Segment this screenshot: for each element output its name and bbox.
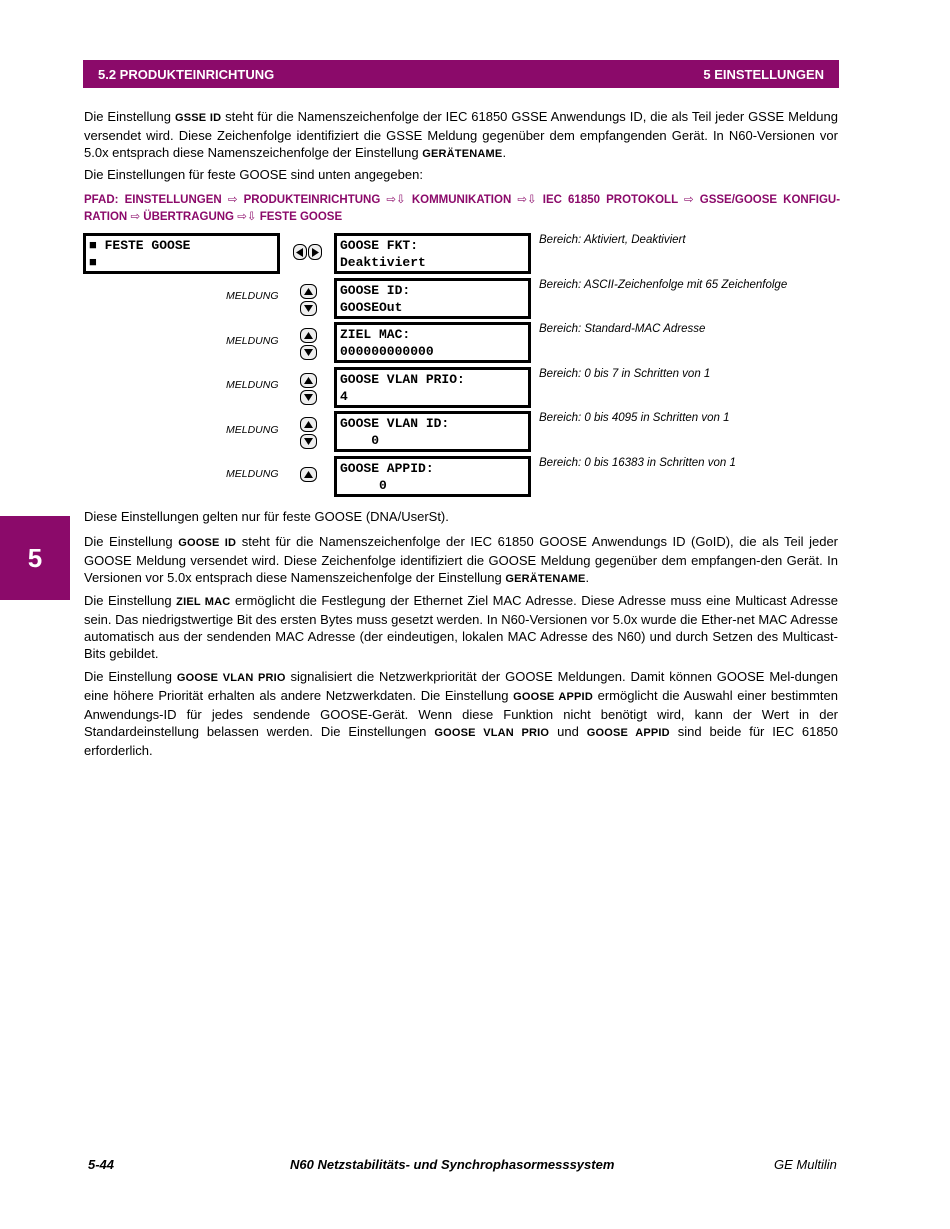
setting-range: Bereich: Aktiviert, Deaktiviert bbox=[539, 234, 686, 246]
path-segment: IEC 61850 PROTOKOLL bbox=[542, 194, 678, 206]
message-label: MELDUNG bbox=[226, 468, 279, 480]
up-key-icon bbox=[300, 373, 317, 388]
setting-value: 4 bbox=[340, 389, 348, 404]
paragraph-fixed-goose-note: Diese Einstellungen gelten nur für feste GOOSE (DNA/UserSt). bbox=[84, 509, 449, 524]
path-segment: GSSE/GOOSE KONFIGU-RATION bbox=[84, 194, 841, 223]
message-label: MELDUNG bbox=[226, 290, 279, 302]
setting-label: GOOSE VLAN PRIO: bbox=[340, 372, 465, 387]
path-segment: ÜBERTRAGUNG bbox=[143, 211, 235, 223]
setting-label: GOOSE APPID: bbox=[340, 461, 434, 476]
text: und bbox=[549, 724, 587, 739]
setting-value: GOOSEOut bbox=[340, 300, 403, 315]
keyword: GSSE ID bbox=[174, 112, 222, 124]
keyword: GOOSE APPID bbox=[586, 727, 670, 739]
menu-display bbox=[83, 233, 280, 274]
paragraph-gsse-id bbox=[84, 108, 838, 163]
down-key-icon bbox=[300, 301, 317, 316]
path-segment: PRODUKTEINRICHTUNG bbox=[243, 194, 381, 206]
setting-display-goose-vlan-prio bbox=[334, 367, 531, 408]
arrow-right-icon: ⇨ bbox=[684, 194, 694, 206]
keyword: GOOSE ID bbox=[178, 537, 237, 549]
section-header-left: 5.2 PRODUKTEINRICHTUNG bbox=[98, 66, 275, 82]
text: ermöglicht die Festlegung der Ethernet Ziel MAC Adresse. Diese Adresse muss eine Multicast Adresse sein. Das niedrigstwertige Bit des ersten Bytes muss gesetzt werden. In N60-Versionen vor 5.0x wurde die Ether-net MAC Adresse automatisch aus der sendenden MAC Adresse (der eindeutigen, lokalen MAC Adresse des N60) und durch Setzen des Multicast-Bits gebildet. bbox=[84, 593, 838, 661]
up-key-icon bbox=[300, 328, 317, 343]
text: . bbox=[585, 570, 590, 585]
footer-company: GE Multilin bbox=[774, 1157, 837, 1172]
arrow-right-down-icon: ⇨⇩ bbox=[517, 194, 537, 206]
keyword: GOOSE VLAN PRIO bbox=[434, 727, 550, 739]
paragraph-goose-id bbox=[84, 533, 838, 588]
up-key-only bbox=[300, 467, 317, 484]
section-header-right: 5 EINSTELLUNGEN bbox=[703, 66, 824, 82]
down-key-icon bbox=[300, 434, 317, 449]
footer-title: N60 Netzstabilitäts- und Synchrophasormesssystem bbox=[290, 1157, 615, 1172]
up-key-icon bbox=[300, 417, 317, 432]
text: sind beide für IEC 61850 erforderlich. bbox=[84, 724, 839, 758]
text: ermöglicht die Auswahl einer bestimmten Anwendungs-ID für jedes sendende GOOSE-Gerät. Wenn diese Funktion nicht benötigt wird, kann der Wert in der Standardeinstellung belassen werden. Die Einstellungen bbox=[84, 688, 839, 739]
up-down-keys bbox=[300, 328, 317, 362]
paragraph-vlan-prio bbox=[84, 668, 838, 759]
setting-label: GOOSE FKT: bbox=[340, 238, 419, 253]
message-label: MELDUNG bbox=[226, 424, 279, 436]
keyword: GOOSE VLAN PRIO bbox=[176, 672, 286, 684]
keyword: GERÄTENAME bbox=[505, 573, 586, 585]
path-segment: PFAD: EINSTELLUNGEN bbox=[84, 194, 222, 206]
setting-range: Bereich: 0 bis 4095 in Schritten von 1 bbox=[539, 412, 730, 424]
right-key-icon bbox=[308, 244, 322, 260]
left-right-keys bbox=[293, 244, 322, 260]
arrow-right-down-icon: ⇨⇩ bbox=[237, 211, 257, 223]
up-down-keys bbox=[300, 417, 317, 451]
down-key-icon bbox=[300, 390, 317, 405]
paragraph-intro: Die Einstellungen für feste GOOSE sind unten angegeben: bbox=[84, 167, 423, 182]
up-down-keys bbox=[300, 373, 317, 407]
chapter-tab: 5 bbox=[0, 516, 70, 600]
menu-line: ■ bbox=[89, 255, 97, 270]
setting-range: Bereich: 0 bis 7 in Schritten von 1 bbox=[539, 368, 711, 380]
left-key-icon bbox=[293, 244, 307, 260]
section-header bbox=[83, 60, 839, 88]
text: steht für die Namenszeichenfolge der IEC 61850 GSSE Anwendungs ID, die als Teil jeder GSSE Meldung versendet wird. Diese Zeichenfolge identifiziert die GSSE Meldung gegenüber dem empfangenden Gerät. In N60-Versionen vor 5.0x entsprach diese Namenszeichenfolge der Einstellung bbox=[84, 109, 838, 160]
text: steht für die Namenszeichenfolge der IEC 61850 GOOSE Anwendungs ID (GoID), die als Teil jeder GOOSE Meldung versendet wird. Diese Zeichenfolge identifiziert die GOOSE Meldung gegenüber dem empfangen-den Gerät. In Versionen vor 5.0x entsprach diese Namenszeichenfolge der Einstellung bbox=[84, 534, 839, 585]
setting-range: Bereich: Standard-MAC Adresse bbox=[539, 323, 706, 335]
arrow-right-icon: ⇨ bbox=[227, 194, 238, 206]
paragraph-ziel-mac bbox=[84, 592, 838, 662]
setting-display-goose-appid bbox=[334, 456, 531, 497]
arrow-right-icon: ⇨ bbox=[130, 211, 141, 223]
keyword: GOOSE APPID bbox=[513, 691, 593, 703]
setting-label: ZIEL MAC: bbox=[340, 327, 411, 342]
setting-display-goose-vlan-id bbox=[334, 411, 531, 452]
text: Die Einstellung bbox=[84, 669, 177, 684]
text: . bbox=[502, 145, 507, 160]
keyword: ZIEL MAC bbox=[176, 596, 231, 608]
footer-page-number: 5-44 bbox=[88, 1157, 115, 1172]
message-label: MELDUNG bbox=[226, 335, 279, 347]
text: Die Einstellung bbox=[84, 109, 175, 124]
up-key-icon bbox=[300, 467, 317, 482]
setting-label: GOOSE ID: bbox=[340, 283, 411, 298]
settings-path bbox=[84, 192, 840, 226]
setting-range: Bereich: ASCII-Zeichenfolge mit 65 Zeichenfolge bbox=[539, 279, 788, 291]
path-segment: KOMMUNIKATION bbox=[411, 194, 512, 206]
setting-display-goose-fkt bbox=[334, 233, 531, 274]
setting-value: Deaktiviert bbox=[340, 255, 426, 270]
setting-display-ziel-mac bbox=[334, 322, 531, 363]
setting-range: Bereich: 0 bis 16383 in Schritten von 1 bbox=[539, 457, 736, 469]
keyword: GERÄTENAME bbox=[422, 148, 503, 160]
menu-line: ■ FESTE GOOSE bbox=[89, 238, 191, 253]
setting-value: 0 bbox=[340, 433, 380, 448]
setting-label: GOOSE VLAN ID: bbox=[340, 416, 450, 431]
up-key-icon bbox=[300, 284, 317, 299]
text: signalisiert die Netzwerkpriorität der GOOSE Meldungen. Damit können GOOSE Mel-dungen eine höhere Priorität erhalten als andere Netzwerkdaten. Die Einstellung bbox=[84, 669, 839, 703]
setting-display-goose-id bbox=[334, 278, 531, 319]
up-down-keys bbox=[300, 284, 317, 318]
path-segment: FESTE GOOSE bbox=[259, 211, 343, 223]
text: Die Einstellung bbox=[84, 593, 177, 608]
arrow-right-down-icon: ⇨⇩ bbox=[386, 194, 406, 206]
setting-value: 0 bbox=[340, 478, 387, 493]
setting-value: 000000000000 bbox=[340, 344, 434, 359]
text: Die Einstellung bbox=[84, 534, 179, 549]
message-label: MELDUNG bbox=[226, 379, 279, 391]
down-key-icon bbox=[300, 345, 317, 360]
